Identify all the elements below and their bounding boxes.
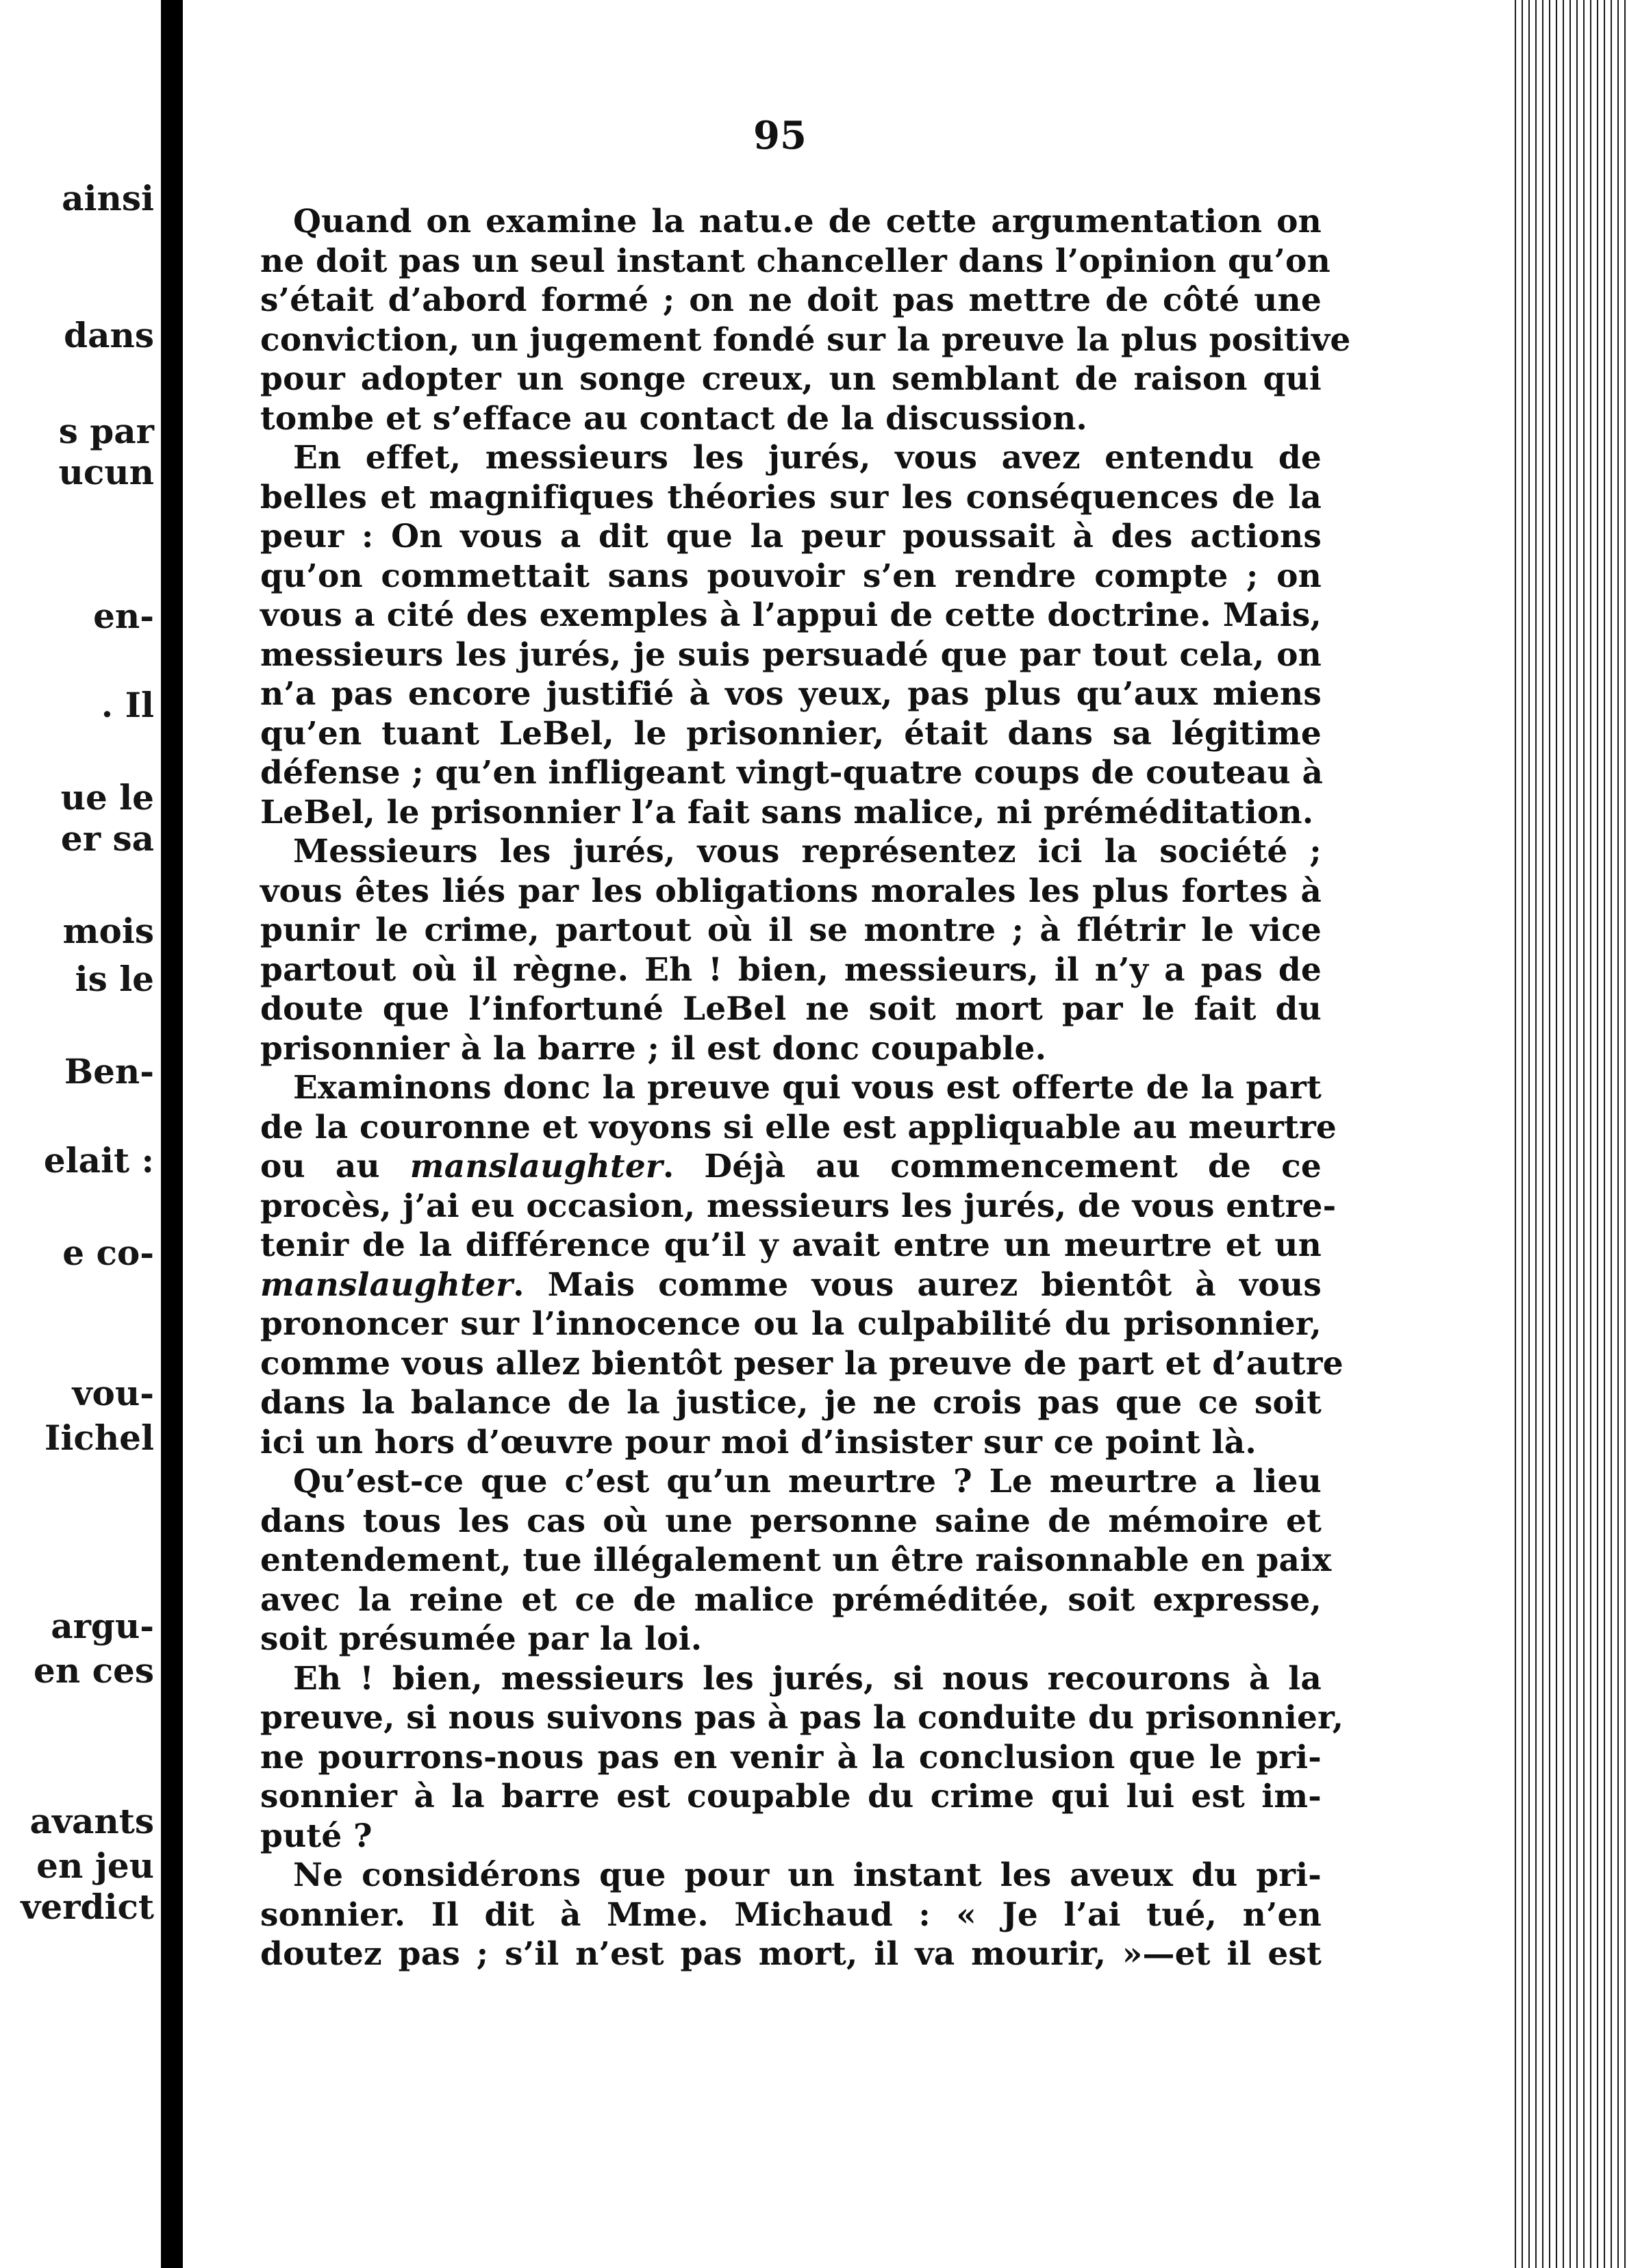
text-line: sonnier à la barre est coupable du crime qui lui est im- (260, 1778, 1322, 1815)
text-line: puté ? (260, 1817, 373, 1855)
text-line: vous êtes liés par les obligations morales les plus fortes à (260, 872, 1322, 910)
text-line: En effet, messieurs les jurés, vous avez entendu de (293, 439, 1322, 477)
paragraph (260, 1462, 1332, 1659)
text-line: conviction, un jugement fondé sur la preuve la plus positive (260, 320, 1351, 359)
text-line: punir le crime, partout où il se montre ; à flétrir le vice (260, 911, 1322, 949)
text-line: ne doit pas un seul instant chanceller dans l’opinion qu’on (260, 242, 1330, 280)
page-number: 95 (753, 113, 807, 158)
paragraph (260, 1659, 1344, 1856)
facing-page-fragment: en ces (34, 1650, 154, 1691)
text-line: partout où il règne. Eh ! bien, messieurs, il n’y a pas de (260, 950, 1322, 989)
paragraph (260, 438, 1322, 832)
text-line: soit présumée par la loi. (260, 1620, 703, 1658)
facing-page-fragment: Iichel (45, 1418, 154, 1458)
text-line: qu’en tuant LeBel, le prisonnier, était dans sa légitime (260, 714, 1322, 753)
paragraph (260, 1856, 1322, 1974)
text-line: belles et magnifiques théories sur les conséquences de la (260, 478, 1322, 516)
italic-term: manslaughter (260, 1265, 514, 1304)
italic-term: manslaughter (409, 1148, 663, 1185)
facing-page-fragment: verdict (21, 1887, 154, 1927)
facing-page-fragment: en jeu (36, 1845, 154, 1886)
facing-page-fragment: argu- (51, 1606, 154, 1646)
book-spine-shadow (161, 0, 183, 2268)
text-line: Examinons donc la preuve qui vous est offerte de la part (293, 1069, 1322, 1107)
text-line: Qu’est-ce que c’est qu’un meurtre ? Le meurtre a lieu (293, 1463, 1322, 1500)
facing-page-fragment: elait : (43, 1140, 154, 1181)
text-line: peur : On vous a dit que la peur poussait à des actions (260, 518, 1322, 555)
body-text (260, 202, 1351, 1974)
facing-page-fragment: ue le (60, 777, 154, 818)
facing-page-fragment: e co- (62, 1233, 154, 1273)
page-edges (1511, 0, 1627, 2268)
text-line: ou au manslaughter. Déjà au commencement de ce (260, 1148, 1322, 1185)
text-line: sonnier. Il dit à Mme. Michaud : « Je l’ai tué, n’en (260, 1895, 1322, 1934)
text-line: manslaughter. Mais comme vous aurez bientôt à vous (260, 1265, 1322, 1304)
text-line: ici un hors d’œuvre pour moi d’insister sur ce point là. (260, 1423, 1257, 1461)
facing-page-fragment: mois (62, 911, 154, 951)
text-line: procès, j’ai eu occasion, messieurs les jurés, de vous entre- (260, 1187, 1337, 1225)
text-line: Eh ! bien, messieurs les jurés, si nous recourons à la (293, 1659, 1322, 1698)
facing-page-fragment: avants (29, 1801, 154, 1841)
text-line: comme vous allez bientôt peser la preuve de part et d’autre (260, 1344, 1344, 1383)
text-line: dans tous les cas où une personne saine de mémoire et (260, 1502, 1322, 1540)
text-line: messieurs les jurés, je suis persuadé que par tout cela, on (260, 635, 1322, 674)
text-line: Ne considérons que pour un instant les aveux du pri- (293, 1856, 1322, 1894)
facing-page-fragment: is le (75, 959, 154, 999)
facing-page-fragment: ucun (58, 452, 154, 492)
text-line: Quand on examine la natu.e de cette argumentation on (293, 203, 1322, 240)
text-line: prononcer sur l’innocence ou la culpabilité du prisonnier, (260, 1305, 1322, 1343)
text-line: défense ; qu’en infligeant vingt-quatre coups de couteau à (260, 754, 1324, 792)
facing-page-fragment: en- (93, 596, 154, 636)
facing-page-fragment: ainsi (62, 178, 154, 218)
facing-page-fragment: vou- (72, 1373, 154, 1413)
facing-page-left (0, 21, 161, 2246)
facing-page-fragment: s par (58, 411, 154, 451)
paragraph (260, 832, 1322, 1068)
text-line: preuve, si nous suivons pas à pas la conduite du prisonnier, (260, 1699, 1344, 1737)
paragraph (260, 1068, 1344, 1462)
text-line: s’était d’abord formé ; on ne doit pas mettre de côté une (260, 281, 1322, 319)
text-line: entendement, tue illégalement un être raisonnable en paix (260, 1541, 1332, 1579)
text-line: vous a cité des exemples à l’appui de cette doctrine. Mais, (260, 596, 1322, 634)
facing-page-fragment: . Il (101, 685, 154, 725)
text-line: doutez pas ; s’il n’est pas mort, il va mourir, »—et il est (260, 1935, 1322, 1973)
text-line: de la couronne et voyons si elle est appliquable au meurtre (260, 1108, 1337, 1146)
facing-page-fragment: dans (64, 315, 154, 355)
text-line: pour adopter un songe creux, un semblant de raison qui (260, 360, 1322, 398)
text-line: LeBel, le prisonnier l’a fait sans malice, ni préméditation. (260, 793, 1314, 831)
text-line: n’a pas encore justifié à vos yeux, pas plus qu’aux miens (260, 675, 1322, 713)
facing-page-fragment: er sa (60, 818, 154, 859)
text-line: ne pourrons-nous pas en venir à la conclusion que le pri- (260, 1738, 1322, 1776)
text-line: avec la reine et ce de malice préméditée, soit expresse, (260, 1580, 1322, 1619)
paragraph (260, 202, 1351, 438)
text-line: Messieurs les jurés, vous représentez ici la société ; (293, 833, 1322, 870)
text-line: qu’on commettait sans pouvoir s’en rendre compte ; on (260, 557, 1322, 595)
text-line: tenir de la différence qu’il y avait entre un meurtre et un (260, 1226, 1322, 1264)
text-line: dans la balance de la justice, je ne crois pas que ce soit (260, 1384, 1322, 1422)
text-line: tombe et s’efface au contact de la discussion. (260, 399, 1087, 438)
text-line: prisonnier à la barre ; il est donc coupable. (260, 1029, 1047, 1068)
facing-page-fragment: Ben- (64, 1051, 154, 1092)
text-line: doute que l’infortuné LeBel ne soit mort par le fait du (260, 990, 1322, 1028)
